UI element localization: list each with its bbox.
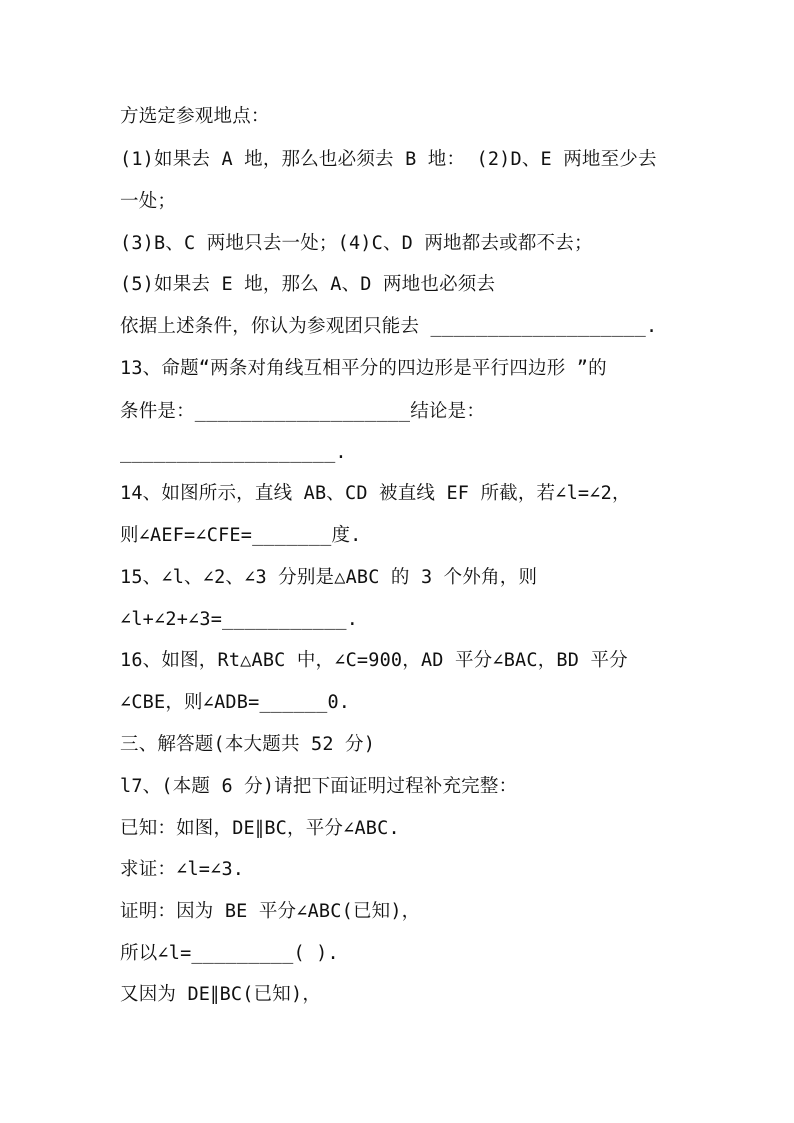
text-line: ∠l+∠2+∠3=___________. [120, 609, 359, 630]
text-line: ∠CBE，则∠ADB=______0. [120, 692, 351, 713]
text-line: (5)如果去 E 地，那么 A、D 两地也必须去 [120, 274, 496, 295]
question-17-line: l7、(本题 6 分)请把下面证明过程补充完整： [120, 776, 518, 797]
question-14-line: 14、如图所示，直线 AB、CD 被直线 EF 所截，若∠l=∠2， [120, 483, 631, 504]
text-line: (3)B、C 两地只去一处；(4)C、D 两地都去或都不去； [120, 233, 593, 254]
text-line: 一处； [120, 191, 177, 212]
text-line: 求证：∠l=∠3. [120, 859, 245, 880]
text-line: (1)如果去 A 地，那么也必须去 B 地： (2)D、E 两地至少去 [120, 149, 657, 170]
question-15-line: 15、∠l、∠2、∠3 分别是△ABC 的 3 个外角，则 [120, 567, 538, 588]
text-line: 条件是：___________________结论是： [120, 401, 486, 422]
text-line: 依据上述条件，你认为参观团只能去 ___________________. [120, 316, 658, 337]
text-line: ___________________. [120, 442, 347, 463]
text-line: 证明：因为 BE 平分∠ABC(已知)， [120, 901, 421, 922]
text-line: 所以∠l=_________( ). [120, 943, 339, 964]
section-heading: 三、解答题(本大题共 52 分) [120, 734, 376, 755]
text-line: 方选定参观地点： [120, 106, 270, 127]
text-line: 又因为 DE∥BC(已知)， [120, 984, 322, 1005]
question-16-line: 16、如图，Rt△ABC 中，∠C=900，AD 平分∠BAC，BD 平分 [120, 650, 628, 671]
text-line: 则∠AEF=∠CFE=_______度. [120, 525, 362, 546]
text-line: 已知：如图，DE∥BC，平分∠ABC. [120, 818, 400, 839]
question-13-line: 13、命题“两条对角线互相平分的四边形是平行四边形 ”的 [120, 358, 607, 379]
